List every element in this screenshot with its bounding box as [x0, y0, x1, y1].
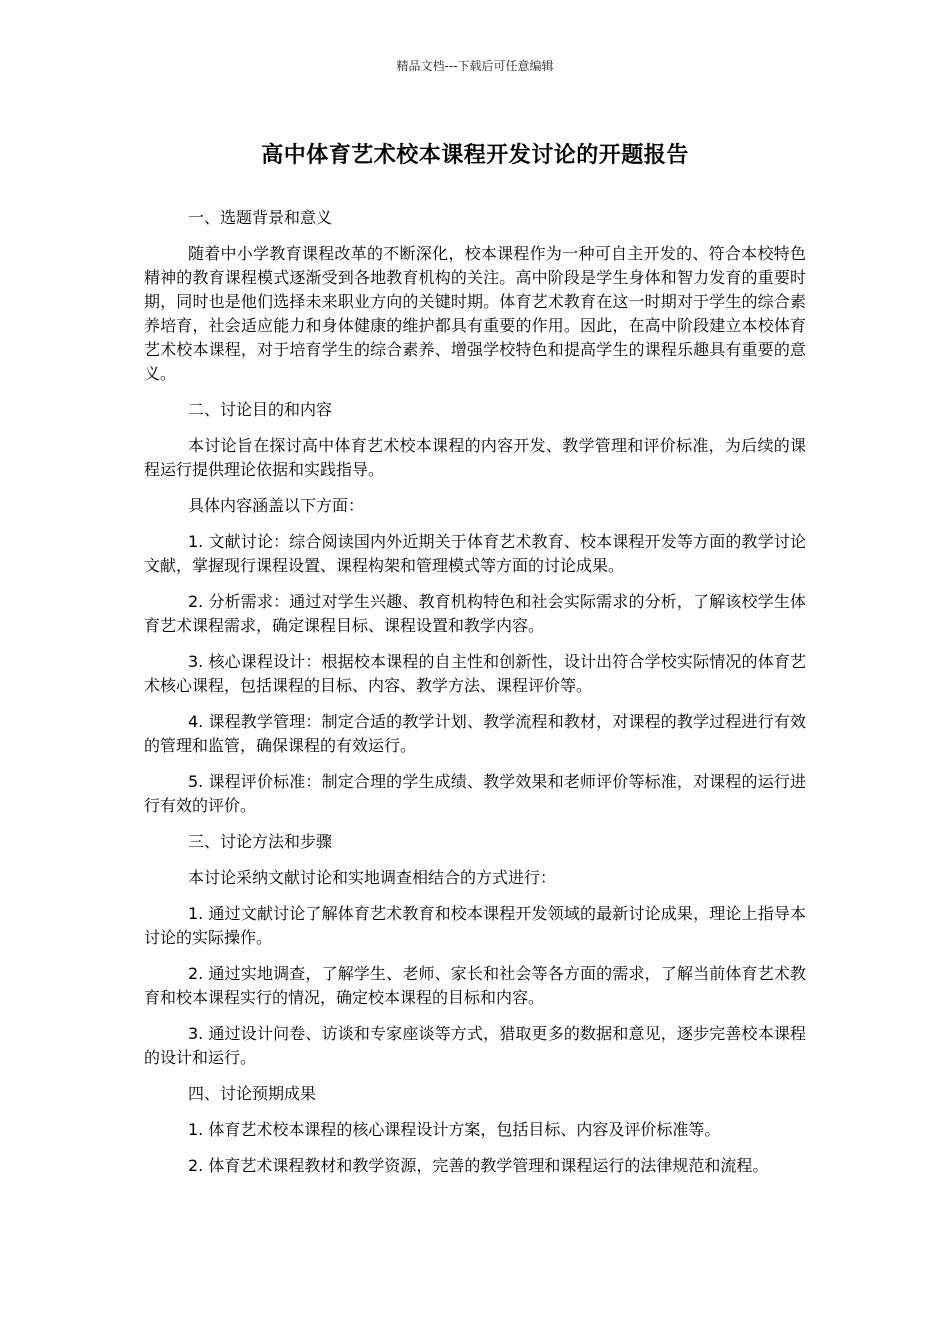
section-heading: 三、讨论方法和步骤 [188, 832, 333, 851]
document-body [144, 206, 806, 1190]
list-item: 5. 课程评价标准：制定合理的学生成绩、教学效果和老师评价等标准，对课程的运行进行有效的评价。 [144, 772, 806, 815]
paragraph: 随着中小学教育课程改革的不断深化，校本课程作为一种可自主开发的、符合本校特色精神的教育课程模式逐渐受到各地教育机构的关注。高中阶段是学生身体和智力发育的重要时期，同时也是他们选择未来职业方向的关键时期。体育艺术教育在这一时期对于学生的综合素养培育，社会适应能力和身体健康的维护都具有重要的作用。因此，在高中阶段建立本校体育艺术校本课程，对于培育学生的综合素养、增强学校特色和提高学生的课程乐趣具有重要的意义。 [144, 244, 806, 383]
list-item: 3. 核心课程设计：根据校本课程的自主性和创新性，设计出符合学校实际情况的体育艺术核心课程，包括课程的目标、内容、教学方法、课程评价等。 [144, 652, 806, 695]
list-item: 1. 体育艺术校本课程的核心课程设计方案，包括目标、内容及评价标准等。 [188, 1120, 721, 1139]
section-heading: 四、讨论预期成果 [188, 1084, 317, 1103]
document-title: 高中体育艺术校本课程开发讨论的开题报告 [261, 143, 689, 168]
list-item: 4. 课程教学管理：制定合适的教学计划、教学流程和教材，对课程的教学过程进行有效的管理和监管，确保课程的有效运行。 [144, 712, 806, 755]
section-heading: 一、选题背景和意义 [188, 208, 333, 227]
list-item: 2. 分析需求：通过对学生兴趣、教育机构特色和社会实际需求的分析，了解该校学生体育艺术课程需求，确定课程目标、课程设置和教学内容。 [144, 592, 806, 635]
paragraph: 具体内容涵盖以下方面： [188, 496, 365, 515]
section-heading: 二、讨论目的和内容 [188, 400, 333, 419]
list-item: 3. 通过设计问卷、访谈和专家座谈等方式，猎取更多的数据和意见，逐步完善校本课程的设计和运行。 [144, 1024, 806, 1067]
page-header: 精品文档---下载后可任意编辑 [396, 59, 554, 73]
list-item: 1. 文献讨论：综合阅读国内外近期关于体育艺术教育、校本课程开发等方面的教学讨论文献，掌握现行课程设置、课程构架和管理模式等方面的讨论成果。 [144, 532, 806, 575]
list-item: 1. 通过文献讨论了解体育艺术教育和校本课程开发领域的最新讨论成果，理论上指导本讨论的实际操作。 [144, 904, 806, 947]
list-item: 2. 体育艺术课程教材和教学资源，完善的教学管理和课程运行的法律规范和流程。 [188, 1156, 769, 1175]
paragraph: 本讨论旨在探讨高中体育艺术校本课程的内容开发、教学管理和评价标准，为后续的课程运行提供理论依据和实践指导。 [144, 436, 806, 479]
paragraph: 本讨论采纳文献讨论和实地调查相结合的方式进行： [188, 868, 557, 887]
list-item: 2. 通过实地调查，了解学生、老师、家长和社会等各方面的需求，了解当前体育艺术教育和校本课程实行的情况，确定校本课程的目标和内容。 [144, 964, 806, 1007]
